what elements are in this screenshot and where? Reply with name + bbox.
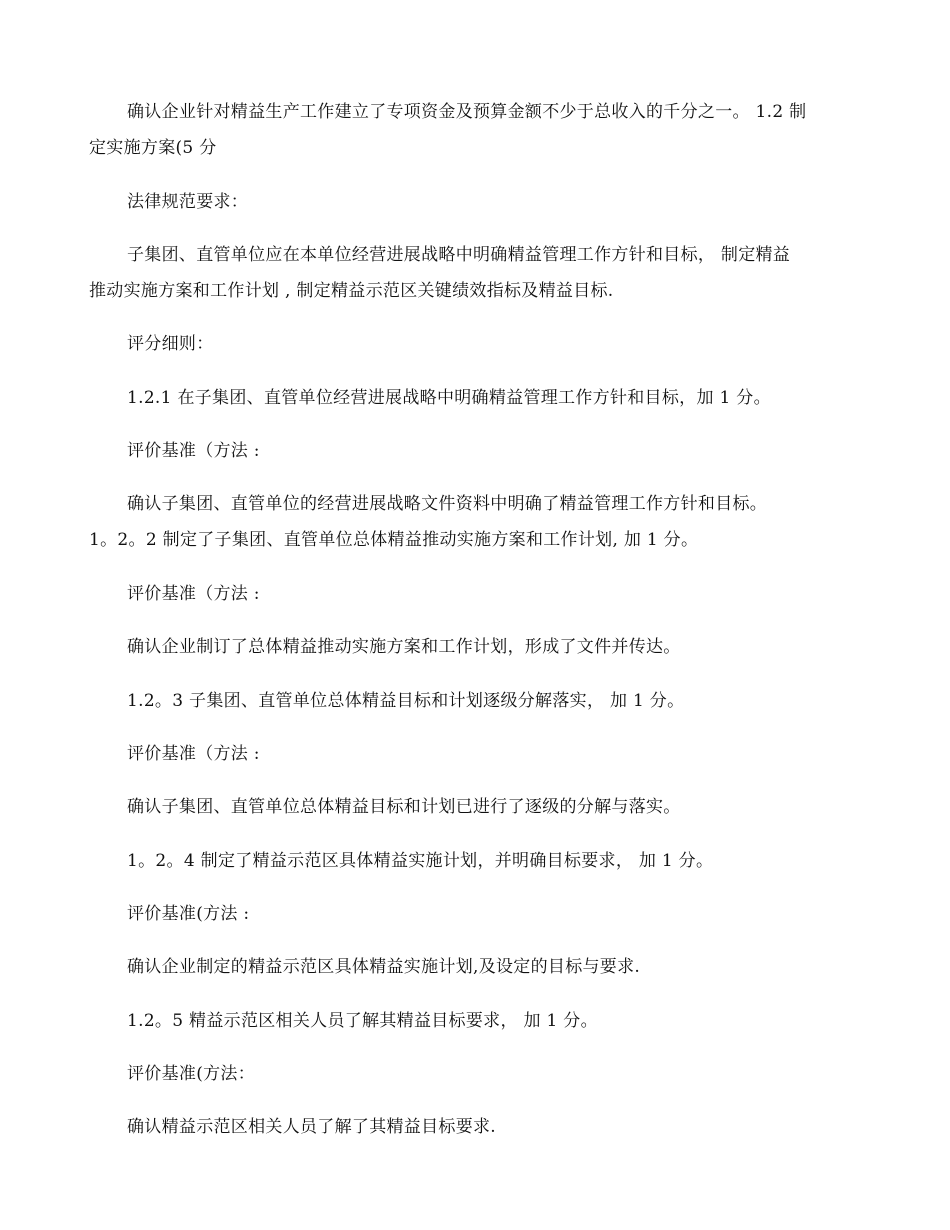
item-1-2-1 [89, 380, 851, 416]
criteria-text [89, 629, 851, 665]
text-line: 定实施方案(5 分 [89, 138, 217, 158]
text-line: 1.2。3 子集团、直管单位总体精益目标和计划逐级分解落实， 加 1 分。 [127, 691, 685, 711]
criteria-label [89, 576, 851, 612]
text-line: 确认子集团、直管单位总体精益目标和计划已进行了逐级的分解与落实。 [127, 797, 681, 817]
criteria-label [89, 1056, 851, 1092]
text-line: 评价基准（方法 : [127, 744, 260, 764]
text-line: 评价基准(方法 : [127, 904, 250, 924]
criteria-and-item-1-2-2 [89, 486, 851, 558]
item-1-2-4 [89, 843, 851, 879]
text-line: 评价基准(方法： [127, 1064, 256, 1084]
text-line: 评分细则： [127, 334, 214, 354]
criteria-text [89, 949, 851, 985]
text-line: 1。2。2 制定了子集团、直管单位总体精益推动实施方案和工作计划, 加 1 分。 [89, 530, 699, 550]
text-line: 确认企业针对精益生产工作建立了专项资金及预算金额不少于总收入的千分之一。 1.2 制 [127, 102, 807, 122]
text-line: 子集团、直管单位应在本单位经营进展战略中明确精益管理工作方针和目标， 制定精益 [127, 245, 791, 265]
text-line: 评价基准（方法 : [127, 441, 260, 461]
criteria-label [89, 736, 851, 772]
text-line: 确认企业制订了总体精益推动实施方案和工作计划，形成了文件并传达。 [127, 637, 681, 657]
text-line: 确认精益示范区相关人员了解了其精益目标要求. [127, 1117, 497, 1137]
text-line: 1.2。5 精益示范区相关人员了解其精益目标要求， 加 1 分。 [127, 1011, 598, 1031]
item-1-2-5 [89, 1003, 851, 1039]
text-line: 1。2。4 制定了精益示范区具体精益实施计划，并明确目标要求， 加 1 分。 [127, 851, 714, 871]
text-line: 推动实施方案和工作计划 , 制定精益示范区关键绩效指标及精益目标. [89, 281, 614, 301]
text-line: 法律规范要求： [127, 192, 249, 212]
criteria-text [89, 789, 851, 825]
text-line: 确认子集团、直管单位的经营进展战略文件资料中明确了精益管理工作方针和目标。 [127, 494, 768, 514]
criteria-label [89, 896, 851, 932]
criteria-label [89, 433, 851, 469]
text-line: 1.2.1 在子集团、直管单位经营进展战略中明确精益管理工作方针和目标，加 1 分。 [127, 388, 771, 408]
criteria-text [89, 1109, 851, 1145]
heading-legal-requirements [89, 184, 851, 220]
paragraph-funding [89, 94, 851, 166]
paragraph-legal-body [89, 237, 851, 309]
text-line: 评价基准（方法 : [127, 584, 260, 604]
heading-scoring-rules [89, 326, 851, 362]
item-1-2-3 [89, 683, 851, 719]
text-line: 确认企业制定的精益示范区具体精益实施计划,及设定的目标与要求. [127, 957, 641, 977]
